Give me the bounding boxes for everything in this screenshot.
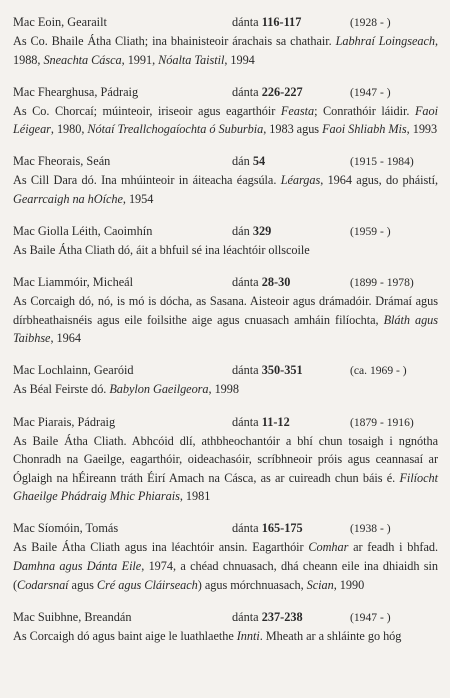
biography bbox=[13, 292, 438, 348]
entry-heading bbox=[13, 83, 438, 102]
bio-text: , 1998 bbox=[208, 382, 239, 397]
poet-name: Mac Eoin, Gearailt bbox=[13, 15, 107, 29]
work-title: Scian bbox=[306, 577, 334, 592]
bio-text: As Corcaigh dó agus baint aige le luathlaethe bbox=[13, 628, 237, 643]
life-dates: (1879 - 1916) bbox=[350, 415, 414, 429]
poem-word: dánta bbox=[232, 414, 259, 429]
entry-heading bbox=[13, 273, 438, 292]
poem-word: dánta bbox=[232, 275, 259, 290]
poem-reference bbox=[232, 519, 303, 538]
work-title: Codarsnaí bbox=[17, 577, 69, 592]
poem-reference bbox=[232, 83, 303, 102]
bio-text: , 1954 bbox=[122, 191, 154, 206]
work-title: Babylon Gaeilgeora bbox=[109, 382, 209, 397]
bio-text: , 1974, a chéad chnuasach, dhá cheann eile ina dhiaidh sin ( bbox=[13, 559, 438, 592]
bio-text: ar feadh i bhfad. bbox=[348, 540, 438, 555]
poem-numbers: 329 bbox=[252, 224, 272, 239]
poem-word: dánta bbox=[232, 521, 259, 536]
bio-text: . Mheath ar a shláinte go hóg bbox=[259, 628, 402, 643]
life-dates: (1947 - ) bbox=[350, 85, 391, 99]
work-title: Comhar bbox=[308, 540, 349, 555]
poem-reference bbox=[232, 608, 303, 627]
poem-word: dánta bbox=[232, 609, 259, 624]
poem-numbers: 237-238 bbox=[261, 609, 303, 624]
poem-reference bbox=[232, 361, 303, 380]
bio-text: , 1991, bbox=[121, 52, 159, 67]
bio-text: As Baile Átha Cliath agus ina léachtóir ansin. Eagarthóir bbox=[13, 540, 309, 555]
work-title: Filíocht Ghaeilge Phádraig Mhic Phiarais bbox=[13, 470, 438, 504]
work-title: Feasta bbox=[280, 103, 315, 118]
poem-numbers: 11-12 bbox=[261, 414, 290, 429]
poet-entry bbox=[13, 13, 438, 69]
biography bbox=[13, 432, 438, 506]
entry-heading bbox=[13, 361, 438, 380]
entry-heading bbox=[13, 608, 438, 627]
work-title: Gearrcaigh na hOíche bbox=[13, 191, 123, 206]
poem-reference bbox=[232, 413, 290, 432]
biography bbox=[13, 32, 438, 69]
bio-text: As Co. Chorcaí; múinteoir, iriseoir agus eagarthóir bbox=[13, 103, 281, 118]
poem-numbers: 165-175 bbox=[261, 521, 303, 536]
life-dates: (1938 - ) bbox=[350, 522, 391, 536]
biography bbox=[13, 380, 438, 399]
bio-text: , 1994 bbox=[224, 52, 255, 67]
life-dates: (ca. 1969 - ) bbox=[350, 364, 407, 378]
poet-entry bbox=[13, 273, 438, 348]
work-title: Faoi Shliabh Mis bbox=[322, 122, 407, 137]
poet-name: Mac Lochlainn, Gearóid bbox=[13, 363, 134, 378]
biography bbox=[13, 102, 438, 139]
work-title: Léargas bbox=[280, 173, 321, 188]
life-dates: (1899 - 1978) bbox=[350, 276, 414, 290]
work-title: Nótaí Treallchogaíochta ó Suburbia bbox=[87, 122, 264, 137]
bio-text: , 1981 bbox=[179, 489, 211, 504]
work-title: Nóalta Taistil bbox=[158, 52, 225, 67]
poem-numbers: 28-30 bbox=[261, 275, 291, 290]
biography bbox=[13, 538, 438, 594]
bio-text: , 1964 agus, do pháistí, bbox=[320, 173, 439, 188]
work-title: Bláth agus Taibhse bbox=[13, 312, 438, 346]
poem-reference bbox=[232, 13, 301, 32]
poet-entry bbox=[13, 152, 438, 208]
poem-reference bbox=[232, 152, 265, 171]
work-title: Faoi Léigear bbox=[13, 103, 438, 137]
poet-entry bbox=[13, 608, 438, 646]
poet-name: Mac Suibhne, Breandán bbox=[13, 609, 132, 624]
bio-text: , 1990 bbox=[333, 577, 365, 592]
bio-text: As Cill Dara dó. Ina mhúinteoir in áiteacha éagsúla. bbox=[13, 173, 281, 188]
poem-reference bbox=[232, 222, 271, 241]
entry-heading bbox=[13, 519, 438, 538]
life-dates: (1959 - ) bbox=[350, 225, 391, 239]
biography bbox=[13, 241, 438, 260]
entry-heading bbox=[13, 222, 438, 241]
biography bbox=[13, 171, 438, 208]
poet-name: Mac Piarais, Pádraig bbox=[13, 414, 116, 429]
bio-text: ; Conrathóir láidir. bbox=[314, 103, 415, 118]
life-dates: (1928 - ) bbox=[350, 16, 391, 29]
poet-entry bbox=[13, 83, 438, 139]
entry-heading bbox=[13, 13, 438, 32]
bio-text: As Baile Átha Cliath dó, áit a bhfuil sé ina léachtóir ollscoile bbox=[13, 243, 310, 258]
poem-word: dánta bbox=[232, 84, 259, 99]
poet-entry bbox=[13, 519, 438, 594]
bio-text: As Co. Bhaile Átha Cliath; ina bhainisteoir árachais sa chathair. bbox=[13, 34, 336, 48]
poet-name: Mac Fhearghusa, Pádraig bbox=[13, 84, 139, 99]
poet-entry bbox=[13, 361, 438, 399]
entry-heading bbox=[13, 413, 438, 432]
poet-name: Mac Giolla Léith, Caoimhín bbox=[13, 224, 153, 239]
poem-word: dán bbox=[232, 224, 250, 239]
work-title: Labhraí Loingseach bbox=[335, 34, 435, 48]
entry-heading bbox=[13, 152, 438, 171]
poet-entry bbox=[13, 222, 438, 260]
poet-name: Mac Fheorais, Seán bbox=[13, 154, 111, 169]
poem-numbers: 54 bbox=[252, 154, 266, 169]
poem-numbers: 116-117 bbox=[261, 15, 302, 29]
bio-text: agus bbox=[68, 577, 97, 592]
poem-word: dánta bbox=[232, 15, 259, 29]
bio-text: As Baile Átha Cliath. Abhcóid dlí, athbheochantóir a bhí chun tosaigh i ngnótha Chonradh na Gaeilge, eagarthóir, oideachasóir, scríbhneoir próis agus ceannasaí ar Óglaigh na hÉireann tráth Éirí Amach na Cásca, as ar cuireadh chun báis é. bbox=[13, 433, 438, 485]
poet-name: Mac Síomóin, Tomás bbox=[13, 521, 119, 536]
poet-name: Mac Liammóir, Micheál bbox=[13, 275, 134, 290]
work-title: Innti bbox=[236, 628, 260, 643]
biography bbox=[13, 627, 438, 646]
work-title: Sneachta Cásca bbox=[43, 52, 122, 67]
poem-word: dán bbox=[232, 154, 250, 169]
poem-numbers: 226-227 bbox=[261, 84, 303, 99]
poet-entry bbox=[13, 413, 438, 506]
poem-numbers: 350-351 bbox=[261, 363, 303, 378]
poem-word: dánta bbox=[232, 363, 259, 378]
bio-text: , 1993 bbox=[406, 122, 438, 137]
bio-text: ) agus mórchnuasach, bbox=[197, 577, 307, 592]
bio-text: , 1988, bbox=[13, 34, 438, 67]
life-dates: (1947 - ) bbox=[350, 610, 391, 624]
bio-text: As Corcaigh dó, nó, is mó is dócha, as Sasana. Aisteoir agus drámadóir. Drámaí agus dírbheathaisnéis agus eile foilsithe aige agus cnuasach amháin filíochta, bbox=[13, 294, 438, 327]
bio-text: , 1980, bbox=[50, 122, 88, 137]
poem-reference bbox=[232, 273, 290, 292]
bio-text: As Béal Feirste dó. bbox=[13, 382, 110, 397]
bio-text: , 1964 bbox=[50, 331, 81, 346]
work-title: Cré agus Cláirseach bbox=[96, 577, 198, 592]
work-title: Damhna agus Dánta Eile bbox=[13, 559, 142, 573]
life-dates: (1915 - 1984) bbox=[350, 155, 414, 169]
bio-text: , 1983 agus bbox=[263, 122, 323, 137]
